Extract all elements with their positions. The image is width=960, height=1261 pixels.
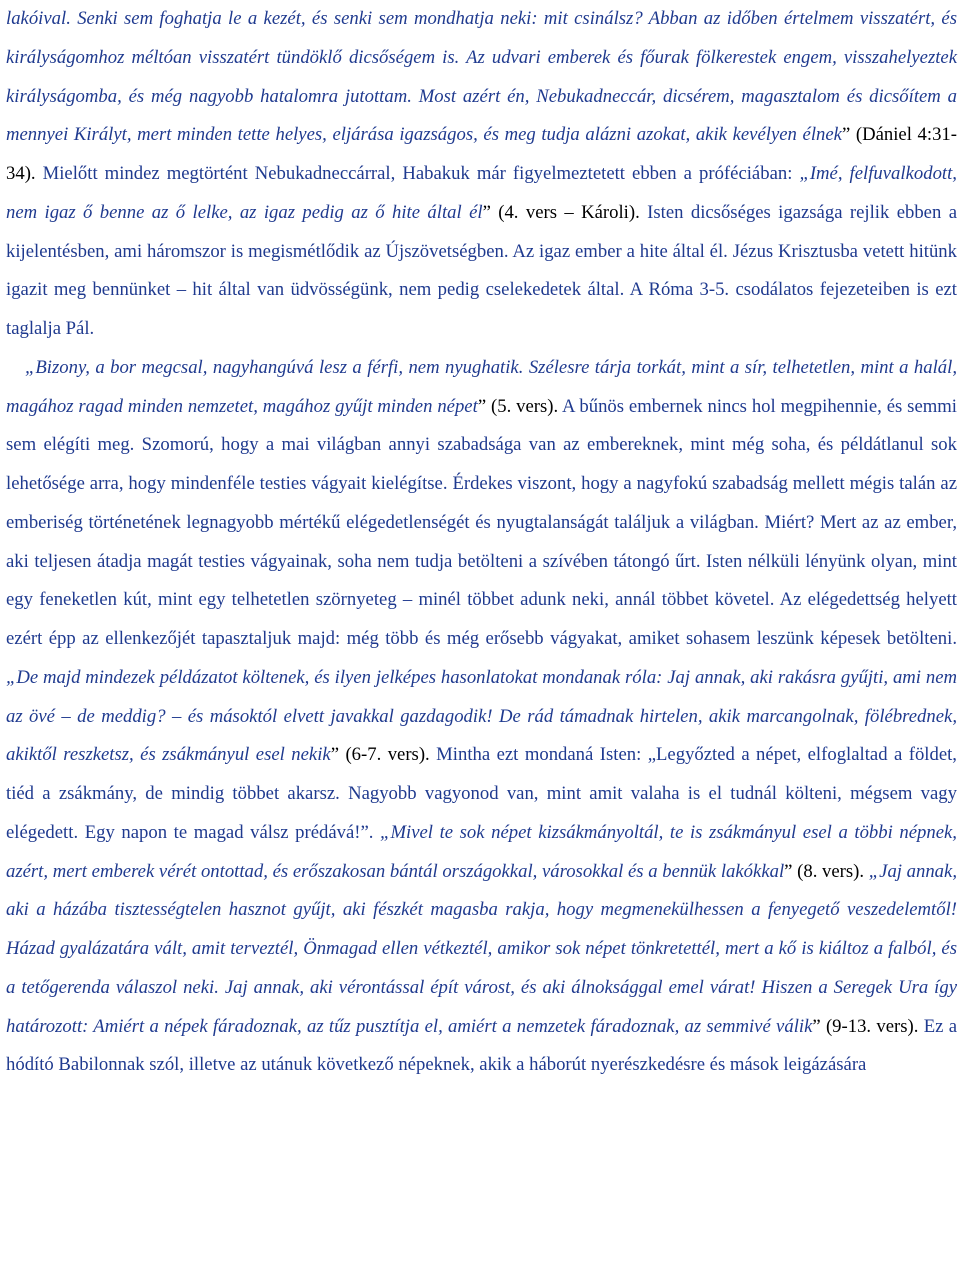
text-run: lakóival. Senki sem foghatja le a kezét, és senki sem mondhatja neki: mit csinálsz? Abban az időben értelmem visszatért, és királyságomhoz méltóan visszatért tündöklő dicsőségem is. Az udvari emberek és főurak fölkerestek engem, visszahelyeztek királyságomba, és még nagyobb hatalomra jutottam. Most azért én, Nebukadneccár, dicsérem, magasztalom és dicsőítem a mennyei Királyt, mert minden tette helyes, eljárása igazságos, és meg tudja alázni azokat, akik kevélyen élnek: [6, 8, 957, 146]
text-run: „Mivel te sok népet kizsákmányoltál, te is zsákmányul esel a többi népnek, azért, mert emberek vérét ontottad, és erőszakosan bántál országokkal, városokkal és a bennük lakókkal: [6, 821, 957, 882]
paragraph: [6, 349, 957, 1085]
text-run: „Jaj annak, aki a házába tisztességtelen hasznot gyűjt, aki fészkét magasba rakja, hogy megmenekülhessen a fenyegető veszedelemtől! Házad gyalázatára vált, amit terveztél, Önmagad ellen vétkeztél, amikor sok népet tönkretettél, mert a kő is kiáltoz a falból, és a tetőgerenda válaszol neki. Jaj annak, aki vérontással épít várost, és aki álnoksággal emel várat! Hiszen a Seregek Ura így határozott: Amiért a népek fáradoznak, az tűz pusztítja el, amiért a nemzetek fáradoznak, az semmivé válik: [6, 860, 957, 1037]
text-run: „Bizony, a bor megcsal, nagyhangúvá lesz a férfi, nem nyughatik. Szélesre tárja torkát, mint a sír, telhetetlen, mint a halál, magához ragad minden nemzetet, magához gyűjt minden népet: [6, 356, 957, 417]
text-run: Ez a hódító Babilonnak szól, illetve az utánuk következő népeknek, akik a háborút nyerészkedésre és mások leigázására: [6, 1015, 957, 1076]
text-run: A bűnös embernek nincs hol megpihennie, és semmi sem elégíti meg. Szomorú, hogy a mai világban annyi szabadsága van az embereknek, mint még soha, és példátlanul sok lehetősége arra, hogy mindenféle testies vágyait kielégítse. Érdekes viszont, hogy a nagyfokú szabadság mellett mégis talán az emberiség történetének legnagyobb mértékű elégedetlenségét és nyugtalanságát találjuk a világban. Miért? Mert az az ember, aki teljesen átadja magát testies vágyainak, soha nem tudja betölteni a szívében tátongó űrt. Isten nélküli lényünk olyan, mint egy feneketlen kút, mint egy telhetetlen szörnyeteg – minél többet adunk neki, annál többet követel. Az elégedettség helyett ezért épp az ellenkezőjét tapasztaljuk majd: még több és még erősebb vágyakat, amiket sohasem leszünk képesek betölteni.: [6, 395, 957, 649]
text-run: ” (4. vers – Károli).: [482, 201, 648, 223]
text-run: „De majd mindezek példázatot költenek, és ilyen jelképes hasonlatokat mondanak róla: Jaj annak, aki rakásra gyűjti, ami nem az övé – de meddig? – és másoktól elvett javakkal gazdagodik! De rád támadnak hirtelen, akik marcangolnak, fölébrednek, akiktől reszketsz, és zsákmányul esel nekik: [6, 666, 957, 766]
text-run: Isten dicsőséges igazsága rejlik ebben a kijelentésben, ami háromszor is megismétlődik az Újszövetségben. Az igaz ember a hite által él. Jézus Krisztusba vetett hitünk igazit meg bennünket – hit által van üdvösségünk, nem pedig cselekedetek által. A Róma 3-5. csodálatos fejezeteiben is ezt taglalja Pál.: [6, 201, 957, 339]
text-run: ” (8. vers).: [784, 860, 869, 882]
text-run: ” (6-7. vers).: [330, 744, 437, 766]
paragraph: [6, 0, 957, 349]
text-run: ” (5. vers).: [477, 395, 563, 417]
text-run: Mintha ezt mondaná Isten: „Legyőzted a népet, elfoglaltad a földet, tiéd a zsákmány, de mindig többet akarsz. Nagyobb vagyonod van, mint amit valaha is el tudnál költeni, mégsem vagy elégedett. Egy napon te magad válsz prédává!”.: [6, 744, 957, 843]
text-run: „Imé, felfuvalkodott, nem igaz ő benne az ő lelke, az igaz pedig az ő hite által él: [6, 163, 957, 223]
document-page: [6, 0, 957, 1085]
text-run: ” (9-13. vers).: [812, 1015, 924, 1037]
text-run: ” (Dániel 4:31-34).: [6, 124, 957, 184]
text-run: Mielőtt mindez megtörtént Nebukadneccárral, Habakuk már figyelmeztetett ebben a próféciában:: [42, 163, 800, 184]
